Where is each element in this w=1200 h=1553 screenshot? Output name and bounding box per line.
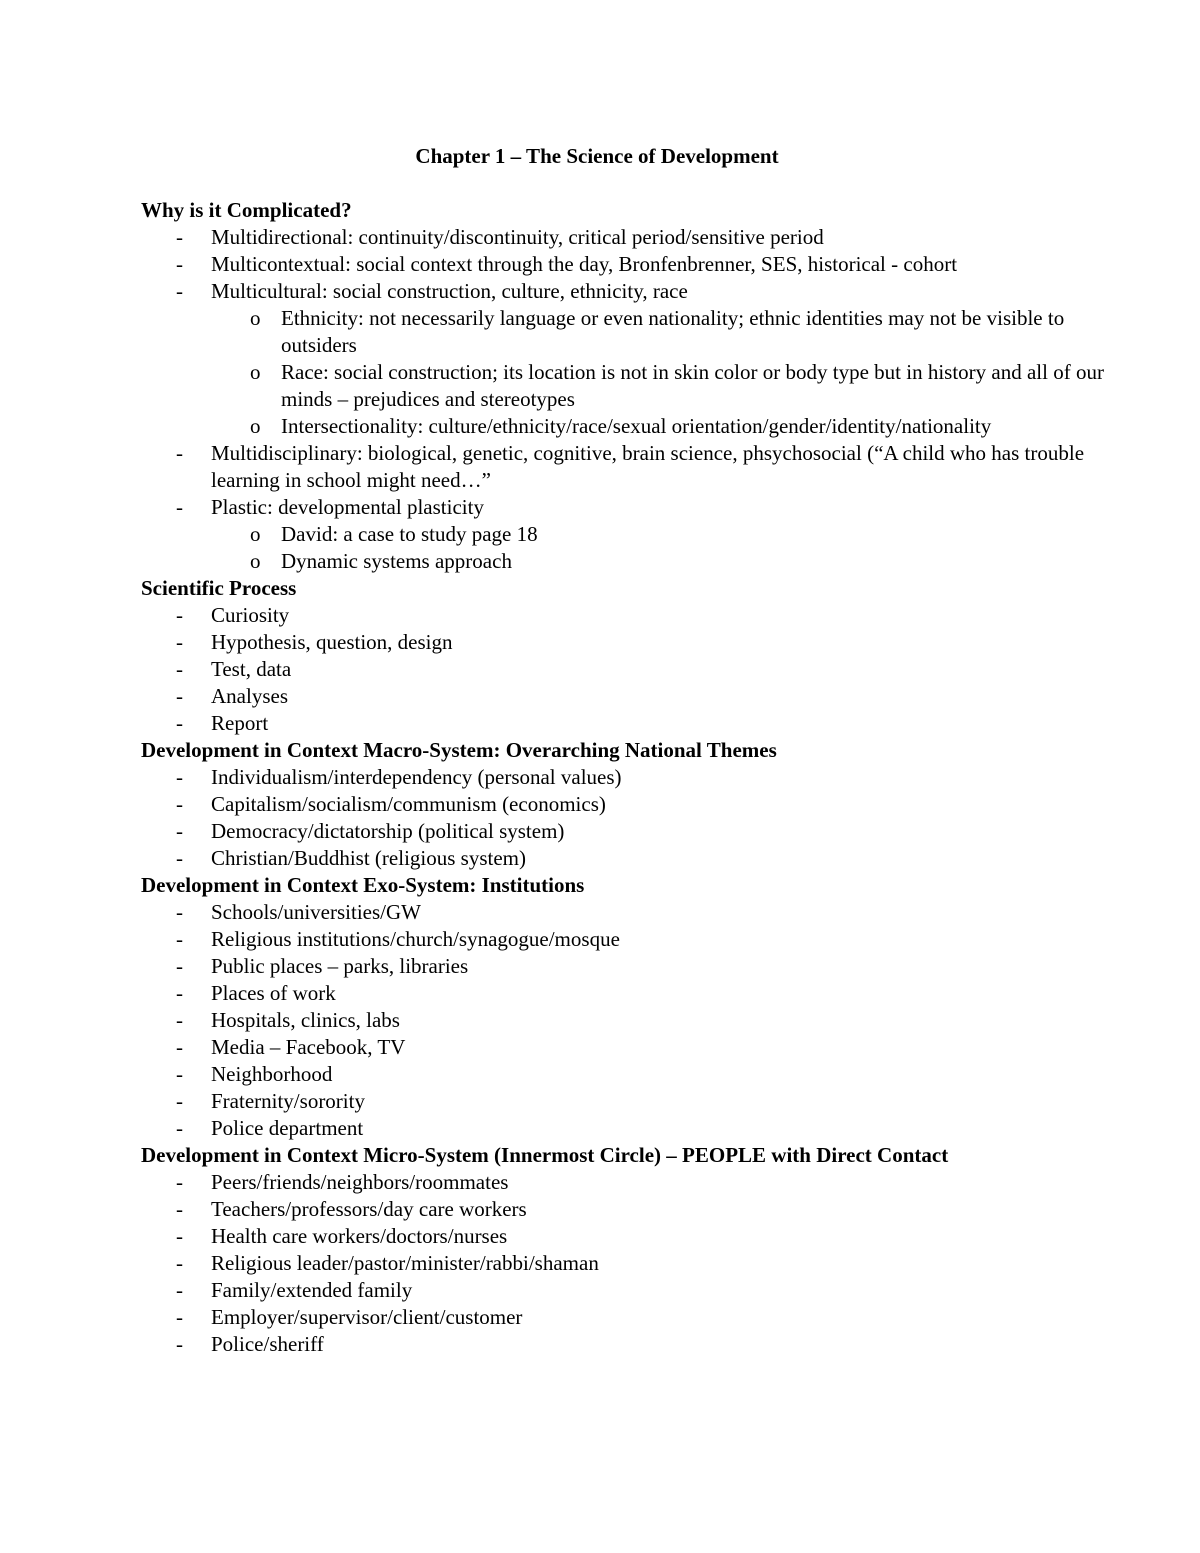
list-item-text: Report [211, 711, 269, 735]
page-title: Chapter 1 – The Science of Development [415, 144, 779, 168]
list-item [141, 710, 1141, 737]
dash-bullet-icon: - [176, 1197, 183, 1221]
list-item [141, 602, 1141, 629]
list-item [141, 953, 1141, 980]
list-item [141, 845, 1141, 872]
list-item-text: Police/sheriff [211, 1332, 324, 1356]
sub-bullet-list [211, 305, 1141, 440]
dash-bullet-icon: - [176, 1062, 183, 1086]
list-item [141, 683, 1141, 710]
bullet-list [141, 1169, 1141, 1358]
list-item-text: Schools/universities/GW [211, 900, 421, 924]
sub-list-item [211, 521, 1141, 548]
section-heading: Development in Context Macro-System: Overarching National Themes [141, 738, 777, 762]
list-item-text: Capitalism/socialism/communism (economics) [211, 792, 606, 816]
circle-bullet-icon: o [250, 549, 261, 573]
bullet-list [141, 899, 1141, 1142]
list-item [141, 224, 1141, 251]
list-item-text: Plastic: developmental plasticity [211, 495, 484, 519]
list-item [141, 764, 1141, 791]
list-item-text: Democracy/dictatorship (political system) [211, 819, 565, 843]
list-item [141, 1223, 1141, 1250]
list-item-text: Fraternity/sorority [211, 1089, 365, 1113]
list-item [141, 278, 1141, 440]
dash-bullet-icon: - [176, 657, 183, 681]
dash-bullet-icon: - [176, 846, 183, 870]
dash-bullet-icon: - [176, 765, 183, 789]
dash-bullet-icon: - [176, 684, 183, 708]
list-item-text: Family/extended family [211, 1278, 413, 1302]
list-item-text: Media – Facebook, TV [211, 1035, 406, 1059]
dash-bullet-icon: - [176, 1035, 183, 1059]
sub-list-item-text: Race: social construction; its location is not in skin color or body type but in history and all of our minds – prejudices and stereotypes [281, 360, 1104, 411]
dash-bullet-icon: - [176, 441, 183, 465]
list-item [141, 899, 1141, 926]
dash-bullet-icon: - [176, 1116, 183, 1140]
dash-bullet-icon: - [176, 1170, 183, 1194]
dash-bullet-icon: - [176, 279, 183, 303]
dash-bullet-icon: - [176, 792, 183, 816]
list-item-text: Religious institutions/church/synagogue/mosque [211, 927, 620, 951]
list-item-text: Teachers/professors/day care workers [211, 1197, 527, 1221]
section-heading: Development in Context Micro-System (Innermost Circle) – PEOPLE with Direct Contact [141, 1143, 949, 1167]
dash-bullet-icon: - [176, 1224, 183, 1248]
list-item [141, 1250, 1141, 1277]
list-item-text: Multidisciplinary: biological, genetic, cognitive, brain science, phsychosocial (“A child who has trouble learning in school might need…” [211, 441, 1085, 492]
sub-list-item-text: Ethnicity: not necessarily language or even nationality; ethnic identities may not be visible to outsiders [281, 306, 1065, 357]
bullet-list [141, 224, 1141, 575]
circle-bullet-icon: o [250, 306, 261, 330]
list-item-text: Analyses [211, 684, 288, 708]
dash-bullet-icon: - [176, 927, 183, 951]
list-item [141, 1304, 1141, 1331]
list-item [141, 791, 1141, 818]
list-item [141, 1088, 1141, 1115]
list-item [141, 629, 1141, 656]
dash-bullet-icon: - [176, 603, 183, 627]
bullet-list [141, 764, 1141, 872]
sub-list-item-text: Intersectionality: culture/ethnicity/race/sexual orientation/gender/identity/nationality [281, 414, 992, 438]
sub-list-item [211, 305, 1141, 359]
dash-bullet-icon: - [176, 981, 183, 1005]
document-body [141, 197, 1141, 1358]
list-item-text: Curiosity [211, 603, 290, 627]
list-item [141, 1061, 1141, 1088]
list-item-text: Multicultural: social construction, culture, ethnicity, race [211, 279, 688, 303]
list-item-text: Multidirectional: continuity/discontinuity, critical period/sensitive period [211, 225, 824, 249]
circle-bullet-icon: o [250, 522, 261, 546]
dash-bullet-icon: - [176, 1089, 183, 1113]
list-item-text: Neighborhood [211, 1062, 333, 1086]
dash-bullet-icon: - [176, 1305, 183, 1329]
dash-bullet-icon: - [176, 252, 183, 276]
list-item [141, 656, 1141, 683]
list-item-text: Hospitals, clinics, labs [211, 1008, 400, 1032]
dash-bullet-icon: - [176, 1251, 183, 1275]
list-item-text: Religious leader/pastor/minister/rabbi/shaman [211, 1251, 599, 1275]
sub-bullet-list [211, 521, 1141, 575]
list-item [141, 1034, 1141, 1061]
dash-bullet-icon: - [176, 1278, 183, 1302]
list-item [141, 1331, 1141, 1358]
dash-bullet-icon: - [176, 954, 183, 978]
list-item-text: Test, data [211, 657, 292, 681]
circle-bullet-icon: o [250, 414, 261, 438]
list-item [141, 1277, 1141, 1304]
dash-bullet-icon: - [176, 1008, 183, 1032]
dash-bullet-icon: - [176, 900, 183, 924]
list-item-text: Hypothesis, question, design [211, 630, 453, 654]
circle-bullet-icon: o [250, 360, 261, 384]
dash-bullet-icon: - [176, 495, 183, 519]
sub-list-item-text: Dynamic systems approach [281, 549, 512, 573]
list-item [141, 1007, 1141, 1034]
list-item [141, 1169, 1141, 1196]
list-item-text: Employer/supervisor/client/customer [211, 1305, 523, 1329]
section-heading: Development in Context Exo-System: Institutions [141, 873, 585, 897]
list-item [141, 1115, 1141, 1142]
sub-list-item [211, 359, 1141, 413]
dash-bullet-icon: - [176, 819, 183, 843]
list-item-text: Multicontextual: social context through the day, Bronfenbrenner, SES, historical - cohort [211, 252, 958, 276]
section-heading: Scientific Process [141, 576, 297, 600]
list-item-text: Places of work [211, 981, 336, 1005]
section-heading: Why is it Complicated? [141, 198, 352, 222]
dash-bullet-icon: - [176, 711, 183, 735]
list-item-text: Health care workers/doctors/nurses [211, 1224, 508, 1248]
list-item-text: Christian/Buddhist (religious system) [211, 846, 526, 870]
list-item [141, 980, 1141, 1007]
bullet-list [141, 602, 1141, 737]
list-item [141, 440, 1141, 494]
list-item [141, 926, 1141, 953]
list-item [141, 251, 1141, 278]
sub-list-item [211, 413, 1141, 440]
sub-list-item [211, 548, 1141, 575]
dash-bullet-icon: - [176, 630, 183, 654]
sub-list-item-text: David: a case to study page 18 [281, 522, 538, 546]
list-item [141, 818, 1141, 845]
list-item-text: Individualism/interdependency (personal values) [211, 765, 622, 789]
list-item [141, 494, 1141, 575]
list-item [141, 1196, 1141, 1223]
list-item-text: Public places – parks, libraries [211, 954, 469, 978]
dash-bullet-icon: - [176, 1332, 183, 1356]
dash-bullet-icon: - [176, 225, 183, 249]
list-item-text: Peers/friends/neighbors/roommates [211, 1170, 509, 1194]
list-item-text: Police department [211, 1116, 364, 1140]
